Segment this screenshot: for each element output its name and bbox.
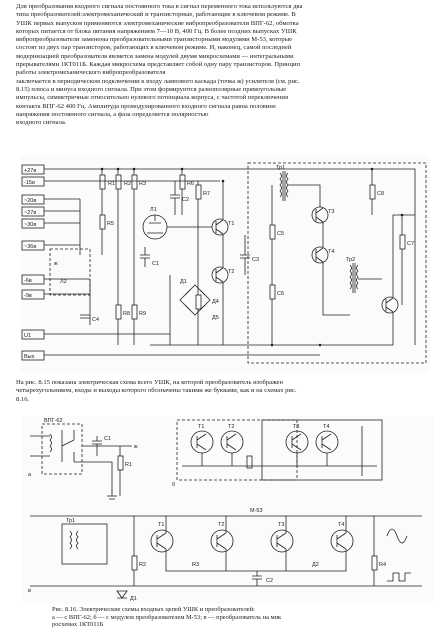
label-u1: U1 — [24, 333, 32, 339]
label-r2-v: R2 — [139, 562, 147, 568]
label-r1-a: R1 — [125, 462, 133, 468]
label-plus27: +27в — [24, 168, 37, 174]
label-r1: R1 — [108, 181, 116, 187]
label-c1: С1 — [152, 261, 160, 267]
caption-line: Рис. 8.16. Электрические схемы входных цепей УШК и преобразователей: — [52, 606, 255, 613]
label-minus9: -9в — [24, 293, 32, 299]
label-t1-v: Т1 — [158, 522, 165, 528]
text-line: типа преобразователей:электромеханический и транзисторные, работающие в ключевом режиме. В — [16, 11, 296, 19]
label-t4-v: Т4 — [338, 522, 345, 528]
label-zh: ж — [54, 261, 58, 267]
output-block-outline — [248, 163, 426, 363]
text-line: напряжения постоянного сигнала, а фаза определяется полярностью — [16, 110, 209, 118]
text-line: прерывателями 1КТ011Б. Каждая микросхема представляет собой одну пару транзисторов. Принцип — [16, 61, 301, 69]
transistors-stage — [212, 219, 228, 283]
label-v30: ~30в — [24, 222, 37, 228]
text-line: 8.15) плюса и минуса входного сигнала. При этом формируются разнополярные прямоугольные — [16, 85, 287, 93]
paragraph-intro — [16, 3, 431, 127]
label-r9: R9 — [139, 311, 147, 317]
label-r5: R5 — [107, 221, 115, 227]
caption-line: а — с ВПГ-62; б — с модулем преобразователем М-53; в — преобразователь на мик — [52, 613, 282, 621]
label-b: б — [172, 482, 176, 488]
label-a: а — [28, 472, 32, 478]
text-line: контакта ВПГ-62 400 Гц. Амплитуда промодулированного входного сигнала равна половине — [16, 102, 276, 110]
label-d1-v: Д1 — [130, 596, 137, 602]
label-c7: С7 — [407, 241, 415, 247]
text-line: УШК первых выпусков применяются электромеханические вибропреобразователи ВПГ-62, обмотка — [16, 19, 299, 27]
schematic-8-15-drawing — [20, 155, 430, 373]
label-r3: R3 — [139, 181, 147, 187]
label-t2: Т2 — [228, 269, 235, 275]
transformer-tr1 — [280, 171, 288, 201]
label-t3-b: Т3 — [293, 424, 300, 430]
label-minus6: -6в — [24, 278, 32, 284]
label-d1: Д1 — [180, 279, 187, 285]
label-v20: ~20в — [24, 198, 37, 204]
label-c8: С8 — [377, 191, 385, 197]
label-c4: С4 — [92, 317, 100, 323]
label-d5: Д5 — [212, 315, 219, 321]
text-line: заключается в периодическом подключении к входу лампового каскада (точка ж) усилителя (см. рис. — [16, 77, 300, 85]
label-r2: R2 — [124, 181, 132, 187]
schematic-v-microchip — [30, 516, 422, 598]
label-tr2: Тр2 — [346, 257, 356, 263]
figure-8-15-schematic — [20, 155, 430, 373]
schematic-b-m53 — [177, 420, 382, 480]
label-v36: ~36в — [24, 244, 37, 250]
label-t3: Т3 — [328, 209, 335, 215]
text-line: На рис. 8.15 показана электрическая схема всего УШК, на которой преобразователь изображен — [16, 379, 284, 386]
text-line: модернизацией преобразователя является замена модулей двумя микросхемами — интегральными — [16, 52, 294, 60]
label-c2: С2 — [182, 197, 190, 203]
text-line: четырехугольником, входы и выходы которого обозначены такими же буквами, как и на схемах рис. — [16, 387, 297, 395]
caption-line: росхемах 1КТ011Б — [52, 621, 104, 629]
text-line: импульсы, симметричные относительно нулевого потенциала корпуса, с частотой переключения — [16, 94, 288, 102]
label-vpg62: ВПГ-62 — [44, 418, 63, 424]
figure-8-16-schematics — [22, 416, 434, 604]
label-r6: R6 — [187, 181, 195, 187]
label-v: в — [28, 588, 31, 594]
label-d4: Д4 — [212, 299, 219, 305]
label-out: Вых — [24, 354, 35, 360]
label-t3-v: Т3 — [278, 522, 285, 528]
text-line: вибропреобразователи заменены преобразовательными транзисторными модулями М-53, которые — [16, 36, 293, 44]
label-d2-v: Д2 — [312, 562, 319, 568]
figure-caption — [52, 606, 437, 629]
label-t1: Т1 — [228, 221, 235, 227]
label-t4: Т4 — [328, 249, 335, 255]
label-tr1: Тр1 — [276, 165, 286, 171]
label-m53: М-53 — [250, 508, 263, 514]
label-t2-v: Т2 — [218, 522, 225, 528]
label-t2-b: Т2 — [228, 424, 235, 430]
label-c1-a: С1 — [104, 436, 112, 442]
label-t1-b: Т1 — [198, 424, 205, 430]
label-c3: С3 — [252, 257, 260, 263]
transformer-tr2 — [350, 263, 358, 293]
input-terminals — [22, 165, 44, 360]
label-l1: Л1 — [150, 207, 157, 213]
label-r3-v: R3 — [192, 562, 200, 568]
label-c2-v: С2 — [266, 578, 274, 584]
tube-l1 — [143, 215, 167, 239]
schematic-8-16-drawing — [22, 416, 434, 604]
label-c6: С6 — [277, 291, 285, 297]
text-line: состоят из двух пар транзисторов, работающих в ключевом режиме. И, наконец, самой последней — [16, 44, 292, 52]
text-line: которых питается от блока питания напряжением 7—10 В, 400 Гц. В более поздних выпусках УШК — [16, 27, 297, 35]
paragraph-figure-ref — [16, 379, 431, 404]
converter-box — [50, 249, 90, 295]
label-r7: R7 — [203, 191, 211, 197]
text-line: Для преобразования входного сигнала постоянного тока в сигнал переменного тока используются два — [16, 3, 303, 10]
label-v27: ~27в — [24, 210, 37, 216]
label-t4-b: Т4 — [323, 424, 330, 430]
text-line: 8.16. — [16, 395, 30, 403]
label-minus15: -15в — [24, 180, 35, 186]
label-c5: С5 — [277, 231, 285, 237]
label-r4-v: R4 — [379, 562, 387, 568]
schematic-a-vpg62 — [30, 424, 132, 499]
diode-bridge — [180, 285, 210, 315]
text-line: работы электромеханического вибропреобразователя — [16, 69, 166, 77]
label-zh-a: ж — [134, 444, 138, 450]
label-l2: Л2 — [60, 279, 67, 285]
label-r8: R8 — [123, 311, 131, 317]
label-tr1-v: Тр1 — [66, 518, 76, 524]
text-line: входного сигнала. — [16, 119, 67, 127]
capacitors — [80, 181, 250, 318]
